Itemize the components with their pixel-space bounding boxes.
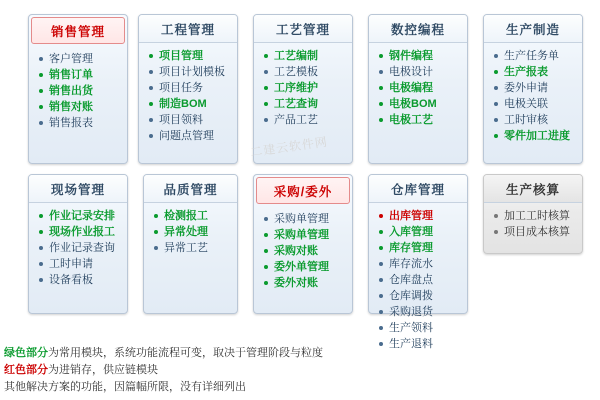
module-item[interactable]: 仓库调拨 — [379, 288, 463, 304]
module-item[interactable]: 电极BOM — [379, 96, 463, 112]
legend-line-red — [4, 362, 323, 379]
module-item[interactable]: 项目领料 — [149, 112, 233, 128]
legend-line-note: 其他解决方案的功能，因篇幅所限，没有详细列出 — [4, 381, 246, 393]
module-item[interactable]: 采购单管理 — [264, 227, 348, 243]
module-card-title: 生产核算 — [484, 175, 582, 203]
module-card-title: 工艺管理 — [254, 15, 352, 43]
module-item[interactable]: 电极编程 — [379, 80, 463, 96]
module-card-manufacture[interactable] — [483, 14, 583, 164]
module-item[interactable]: 销售报表 — [39, 115, 123, 131]
module-item[interactable]: 库存管理 — [379, 240, 463, 256]
module-card-title: 销售管理 — [31, 17, 125, 44]
module-item[interactable]: 异常处理 — [154, 224, 233, 240]
module-item[interactable]: 钢件编程 — [379, 48, 463, 64]
module-item[interactable]: 生产任务单 — [494, 48, 578, 64]
module-card-title: 仓库管理 — [369, 175, 467, 203]
module-card-site[interactable] — [28, 174, 128, 314]
module-item[interactable]: 生产领料 — [379, 320, 463, 336]
watermark: 二建云软件网 — [249, 134, 329, 160]
module-item[interactable]: 工艺编制 — [264, 48, 348, 64]
module-item[interactable]: 销售订单 — [39, 67, 123, 83]
module-card-title: 品质管理 — [144, 175, 237, 203]
module-item[interactable]: 检测报工 — [154, 208, 233, 224]
module-card-title: 工程管理 — [139, 15, 237, 43]
module-item[interactable]: 电极关联 — [494, 96, 578, 112]
module-item[interactable]: 项目任务 — [149, 80, 233, 96]
legend-green-text: 为常用模块，系统功能流程可变，取决于管理阶段与粒度 — [48, 347, 323, 359]
module-card-craft[interactable] — [253, 14, 353, 164]
module-card-cnc[interactable] — [368, 14, 468, 164]
module-item[interactable]: 加工工时核算 — [494, 208, 578, 224]
legend-green-label: 绿色部分 — [4, 347, 48, 359]
module-item-list — [144, 203, 237, 262]
module-card-quality[interactable] — [143, 174, 238, 314]
module-item[interactable]: 采购对账 — [264, 243, 348, 259]
module-item-list — [29, 46, 127, 137]
module-item[interactable]: 出库管理 — [379, 208, 463, 224]
module-item[interactable]: 委外申请 — [494, 80, 578, 96]
module-card-warehouse[interactable] — [368, 174, 468, 350]
module-item-list — [484, 43, 582, 150]
module-item[interactable]: 电极设计 — [379, 64, 463, 80]
module-item-list — [369, 203, 467, 358]
module-item[interactable]: 工艺模板 — [264, 64, 348, 80]
module-item[interactable]: 工时审核 — [494, 112, 578, 128]
module-item[interactable]: 项目成本核算 — [494, 224, 578, 240]
module-card-accounting[interactable] — [483, 174, 583, 254]
module-item[interactable]: 设备看板 — [39, 272, 123, 288]
module-item-list — [29, 203, 127, 294]
module-item[interactable]: 项目计划模板 — [149, 64, 233, 80]
module-item[interactable]: 产品工艺 — [264, 112, 348, 128]
module-card-engineering[interactable] — [138, 14, 238, 164]
legend-red-label: 红色部分 — [4, 364, 48, 376]
module-item[interactable]: 销售对账 — [39, 99, 123, 115]
module-item[interactable]: 工时申请 — [39, 256, 123, 272]
module-item[interactable]: 库存流水 — [379, 256, 463, 272]
module-item-list — [484, 203, 582, 246]
module-item[interactable]: 采购单管理 — [264, 211, 348, 227]
legend-red-text: 为进销存，供应链模块 — [48, 364, 158, 376]
module-card-title: 现场管理 — [29, 175, 127, 203]
module-item[interactable]: 生产报表 — [494, 64, 578, 80]
module-item[interactable]: 问题点管理 — [149, 128, 233, 144]
module-item[interactable]: 制造BOM — [149, 96, 233, 112]
module-item[interactable]: 仓库盘点 — [379, 272, 463, 288]
module-item[interactable]: 销售出货 — [39, 83, 123, 99]
module-card-purchase[interactable] — [253, 174, 353, 314]
module-item[interactable]: 采购退货 — [379, 304, 463, 320]
module-card-title: 数控编程 — [369, 15, 467, 43]
legend-line-green — [4, 345, 323, 362]
module-item[interactable]: 现场作业报工 — [39, 224, 123, 240]
module-card-title: 生产制造 — [484, 15, 582, 43]
module-item-list — [139, 43, 237, 150]
module-item[interactable]: 异常工艺 — [154, 240, 233, 256]
module-item[interactable]: 零件加工进度 — [494, 128, 578, 144]
module-card-title: 采购/委外 — [256, 177, 350, 204]
module-card-sales[interactable] — [28, 14, 128, 164]
module-item[interactable]: 电极工艺 — [379, 112, 463, 128]
module-item[interactable]: 工艺查询 — [264, 96, 348, 112]
module-item[interactable]: 入库管理 — [379, 224, 463, 240]
module-item[interactable]: 项目管理 — [149, 48, 233, 64]
module-item[interactable]: 生产退料 — [379, 336, 463, 352]
module-item[interactable]: 工序维护 — [264, 80, 348, 96]
module-item[interactable]: 委外单管理 — [264, 259, 348, 275]
module-item[interactable]: 委外对账 — [264, 275, 348, 291]
module-item-list — [254, 206, 352, 297]
module-item-list — [369, 43, 467, 134]
module-item[interactable]: 作业记录查询 — [39, 240, 123, 256]
module-item[interactable]: 作业记录安排 — [39, 208, 123, 224]
module-item-list — [254, 43, 352, 134]
module-item[interactable]: 客户管理 — [39, 51, 123, 67]
legend — [4, 345, 323, 396]
